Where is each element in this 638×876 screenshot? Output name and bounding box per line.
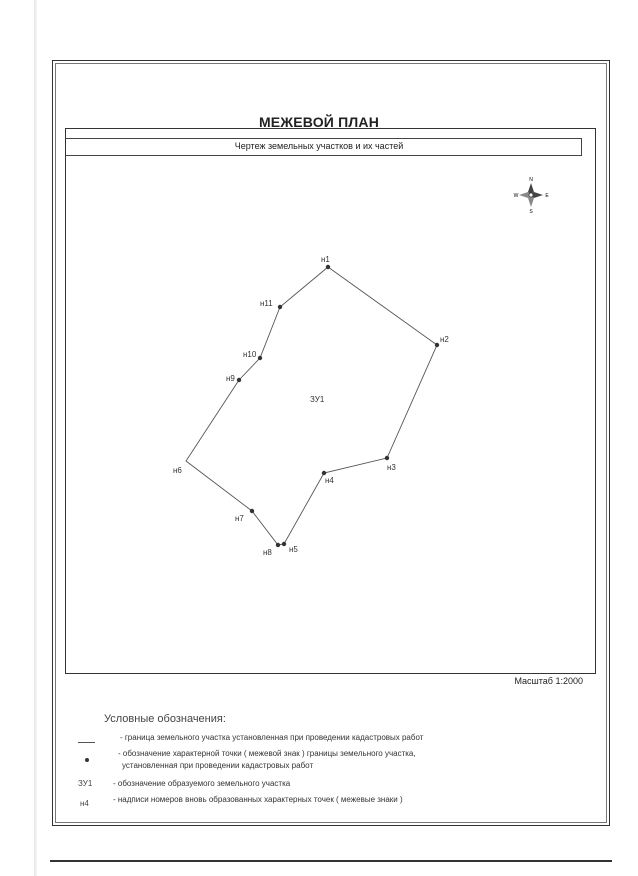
legend-n-symbol: н4 xyxy=(80,799,89,808)
point-label-n9: н9 xyxy=(226,374,235,383)
legend-point-symbol xyxy=(85,758,89,762)
compass-south: S xyxy=(529,209,533,215)
point-label-n8: н8 xyxy=(263,548,272,557)
drawing-subtitle: Чертеж земельных участков и их частей xyxy=(234,141,404,151)
boundary-point-n3 xyxy=(385,456,389,460)
legend-point-text-1: - обозначение характерной точки ( межевой знак ) границы земельного участка, xyxy=(118,749,416,758)
legend-boundary-text: - граница земельного участка установленная при проведении кадастровых работ xyxy=(120,733,424,742)
point-label-n2: н2 xyxy=(440,335,449,344)
document-title: МЕЖЕВОЙ ПЛАН xyxy=(258,114,380,130)
compass-east: E xyxy=(545,193,549,199)
point-label-n3: н3 xyxy=(387,463,396,472)
plot-boundary xyxy=(186,267,437,545)
point-label-n11: н11 xyxy=(260,299,273,308)
point-label-n10: н10 xyxy=(243,350,257,359)
compass-north: N xyxy=(529,177,533,183)
legend-point-text-2: установленная при проведении кадастровых работ xyxy=(122,761,314,770)
point-label-n1: н1 xyxy=(321,255,330,264)
point-label-n5: н5 xyxy=(289,545,298,554)
boundary-point-n10 xyxy=(258,356,262,360)
boundary-point-n7 xyxy=(250,509,254,513)
boundary-point-n8 xyxy=(276,543,280,547)
boundary-point-n2 xyxy=(435,343,439,347)
point-label-n6: н6 xyxy=(173,466,182,475)
compass-west: W xyxy=(513,193,519,199)
plot-label: ЗУ1 xyxy=(310,395,325,404)
boundary-point-n9 xyxy=(237,378,241,382)
legend-title: Условные обозначения: xyxy=(104,713,226,725)
point-label-n4: н4 xyxy=(325,476,334,485)
scale-label: Масштаб 1:2000 xyxy=(514,676,583,686)
boundary-point-n4 xyxy=(322,471,326,475)
legend-n-text: - надписи номеров вновь образованных характерных точек ( межевые знаки ) xyxy=(113,795,403,804)
point-label-n7: н7 xyxy=(235,514,244,523)
boundary-point-n5 xyxy=(282,542,286,546)
bottom-rule xyxy=(50,860,612,862)
legend-zu-symbol: ЗУ1 xyxy=(78,779,93,788)
compass-icon xyxy=(514,177,550,215)
boundary-point-n11 xyxy=(278,305,282,309)
legend-zu-text: - обозначение образуемого земельного участка xyxy=(113,779,291,788)
boundary-point-n1 xyxy=(326,265,330,269)
legend-boundary-line-symbol xyxy=(78,742,95,743)
